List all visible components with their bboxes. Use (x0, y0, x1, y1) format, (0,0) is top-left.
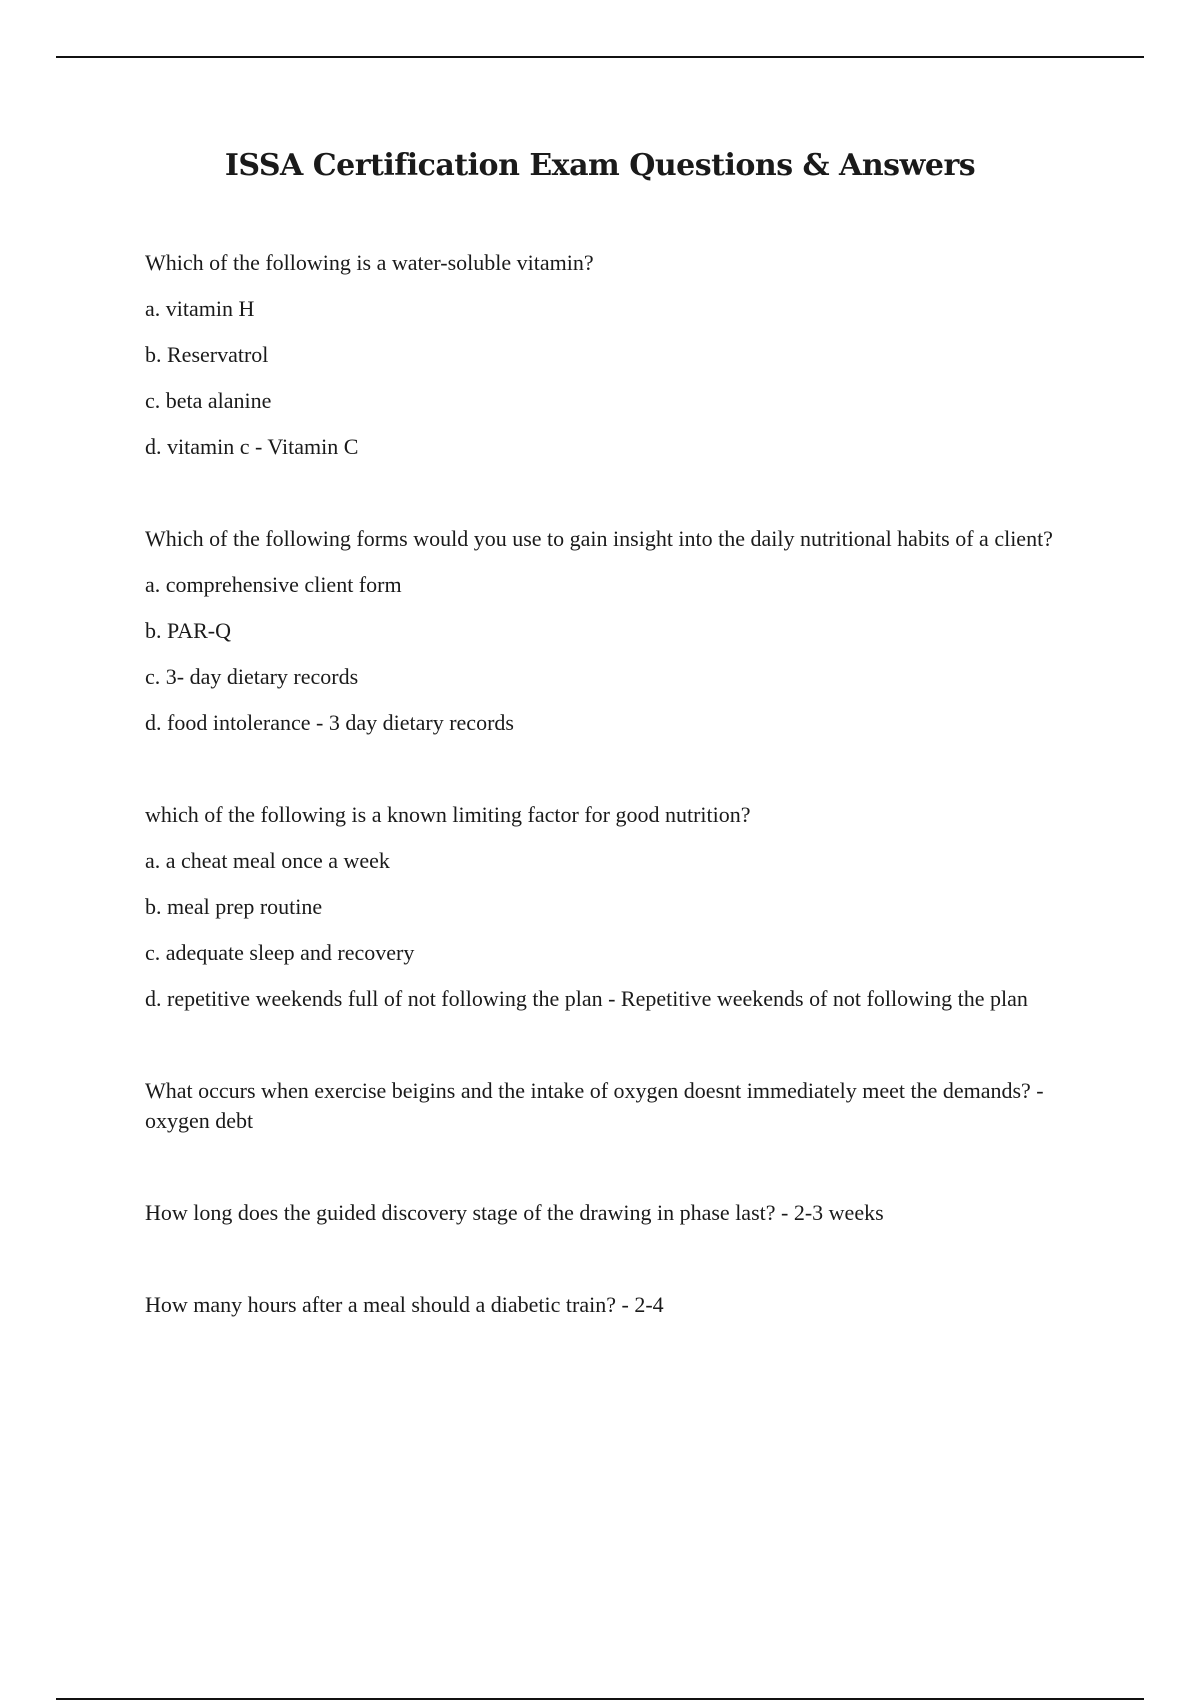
answer-option: b. PAR-Q (145, 618, 231, 643)
answer-option: d. repetitive weekends full of not following the plan - Repetitive weekends of not following the plan (145, 986, 1028, 1011)
answer-option: b. Reservatrol (145, 342, 269, 367)
question-block (145, 248, 1080, 462)
question-block (145, 1198, 1080, 1228)
header-rule (56, 56, 1144, 58)
question-block (145, 800, 1080, 1014)
answer-option: a. comprehensive client form (145, 572, 402, 597)
answer-option: d. food intolerance - 3 day dietary records (145, 710, 514, 735)
document-body (145, 248, 1080, 1382)
answer-option: c. adequate sleep and recovery (145, 940, 415, 965)
question-text: How many hours after a meal should a diabetic train? - 2-4 (145, 1292, 664, 1317)
answer-option: a. vitamin H (145, 296, 255, 321)
answer-option: d. vitamin c - Vitamin C (145, 434, 359, 459)
question-text: How long does the guided discovery stage of the drawing in phase last? - 2-3 weeks (145, 1200, 884, 1225)
question-text: What occurs when exercise beigins and the intake of oxygen doesnt immediately meet the demands? - oxygen debt (145, 1078, 1044, 1133)
answer-option: b. meal prep routine (145, 894, 323, 919)
answer-option: c. 3- day dietary records (145, 664, 359, 689)
question-block (145, 1076, 1080, 1136)
question-block (145, 1290, 1080, 1320)
answer-option: a. a cheat meal once a week (145, 848, 390, 873)
question-text: which of the following is a known limiting factor for good nutrition? (145, 802, 751, 827)
question-text: Which of the following forms would you use to gain insight into the daily nutritional habits of a client? (145, 526, 1053, 551)
question-block (145, 524, 1080, 738)
document-title: ISSA Certification Exam Questions & Answers (224, 148, 976, 183)
question-text: Which of the following is a water-soluble vitamin? (145, 250, 594, 275)
answer-option: c. beta alanine (145, 388, 272, 413)
